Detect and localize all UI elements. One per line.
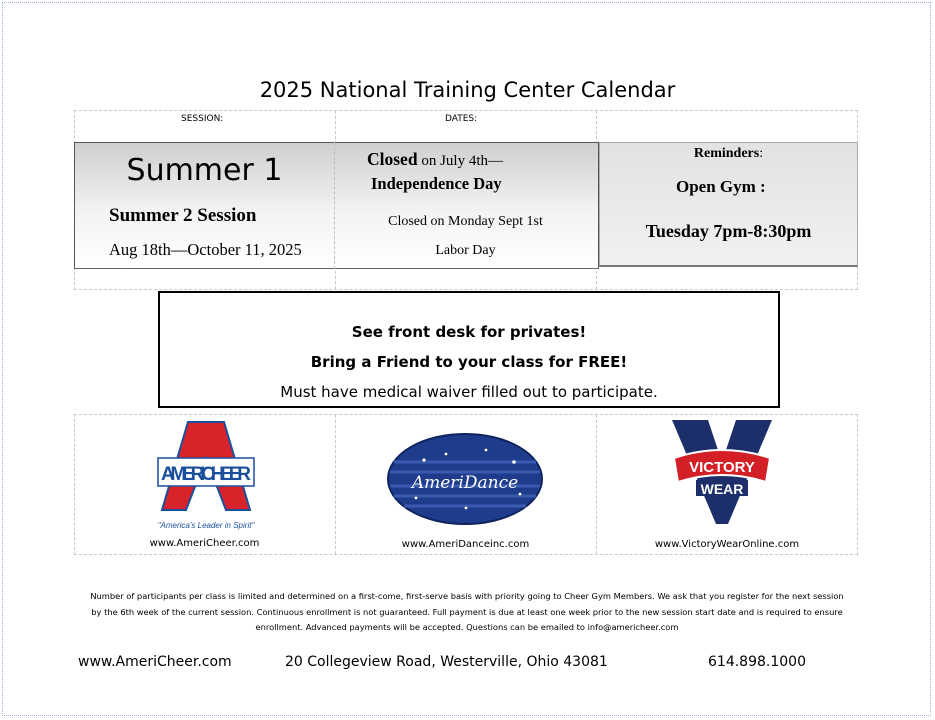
session-header: SESSION:: [181, 114, 224, 124]
session2-name: Summer 2 Session: [109, 205, 257, 226]
open-gym-time: Tuesday 7pm-8:30pm: [645, 221, 812, 241]
reminders-label: Reminders: [693, 146, 760, 161]
open-gym-label: Open Gym :: [676, 177, 766, 196]
dates-header: DATES:: [445, 114, 478, 124]
reminders-heading: [599, 146, 858, 162]
closed-july-line: [367, 149, 503, 170]
victory-wear-logo: [668, 418, 776, 526]
americheer-tagline: "America's Leader in Spirit": [157, 521, 255, 530]
closed-date: on July 4th—: [417, 153, 503, 169]
victory-wordmark: VICTORY: [689, 459, 755, 476]
ameridance-wordmark: AmeriDance: [411, 473, 519, 493]
closed2-holiday: Labor Day: [435, 243, 496, 258]
page-title: 2025 National Training Center Calendar: [259, 78, 676, 102]
fine-print-line: enrollment. Advanced payments will be accepted. Questions can be emailed to info@americheer.com: [255, 622, 679, 632]
footer-website: www.AmeriCheer.com: [78, 654, 232, 670]
session-name: Summer 1: [126, 153, 283, 188]
closed-holiday: Independence Day: [371, 174, 502, 193]
logo-divider: [596, 415, 597, 554]
americheer-wordmark: AMERICHEER: [161, 464, 251, 485]
footer-address: 20 Collegeview Road, Westerville, Ohio 43081: [285, 654, 608, 670]
americheer-url: www.AmeriCheer.com: [149, 538, 260, 549]
notice-bring-friend: Bring a Friend to your class for FREE!: [310, 353, 628, 371]
closed-word: Closed: [367, 149, 418, 169]
footer-phone: 614.898.1000: [708, 654, 806, 670]
notice-privates: See front desk for privates!: [351, 323, 587, 341]
americheer-logo: [150, 418, 262, 533]
victory-url: www.VictoryWearOnline.com: [654, 539, 800, 550]
reminders-colon: :: [759, 146, 764, 161]
fine-print-line: by the 6th week of the current session. Continuous enrollment is not guaranteed. Full payment is due at least one week prior to the new session start date and is required to ensure: [91, 606, 843, 617]
session2-dates: Aug 18th—October 11, 2025: [109, 240, 302, 259]
fine-print: [74, 589, 860, 636]
notice-box: [158, 291, 780, 408]
ameridance-logo: [386, 432, 544, 526]
fine-print-line: Number of participants per class is limited and determined on a first-come, first-serve basis with priority going to Cheer Gym Members. We ask that you register for the next session: [90, 591, 844, 601]
logo-divider: [335, 415, 336, 554]
ameridance-url: www.AmeriDanceinc.com: [401, 539, 530, 550]
wear-wordmark: WEAR: [700, 481, 744, 497]
notice-waiver: Must have medical waiver filled out to participate.: [280, 383, 658, 401]
closed2-line: Closed on Monday Sept 1st: [388, 214, 543, 229]
